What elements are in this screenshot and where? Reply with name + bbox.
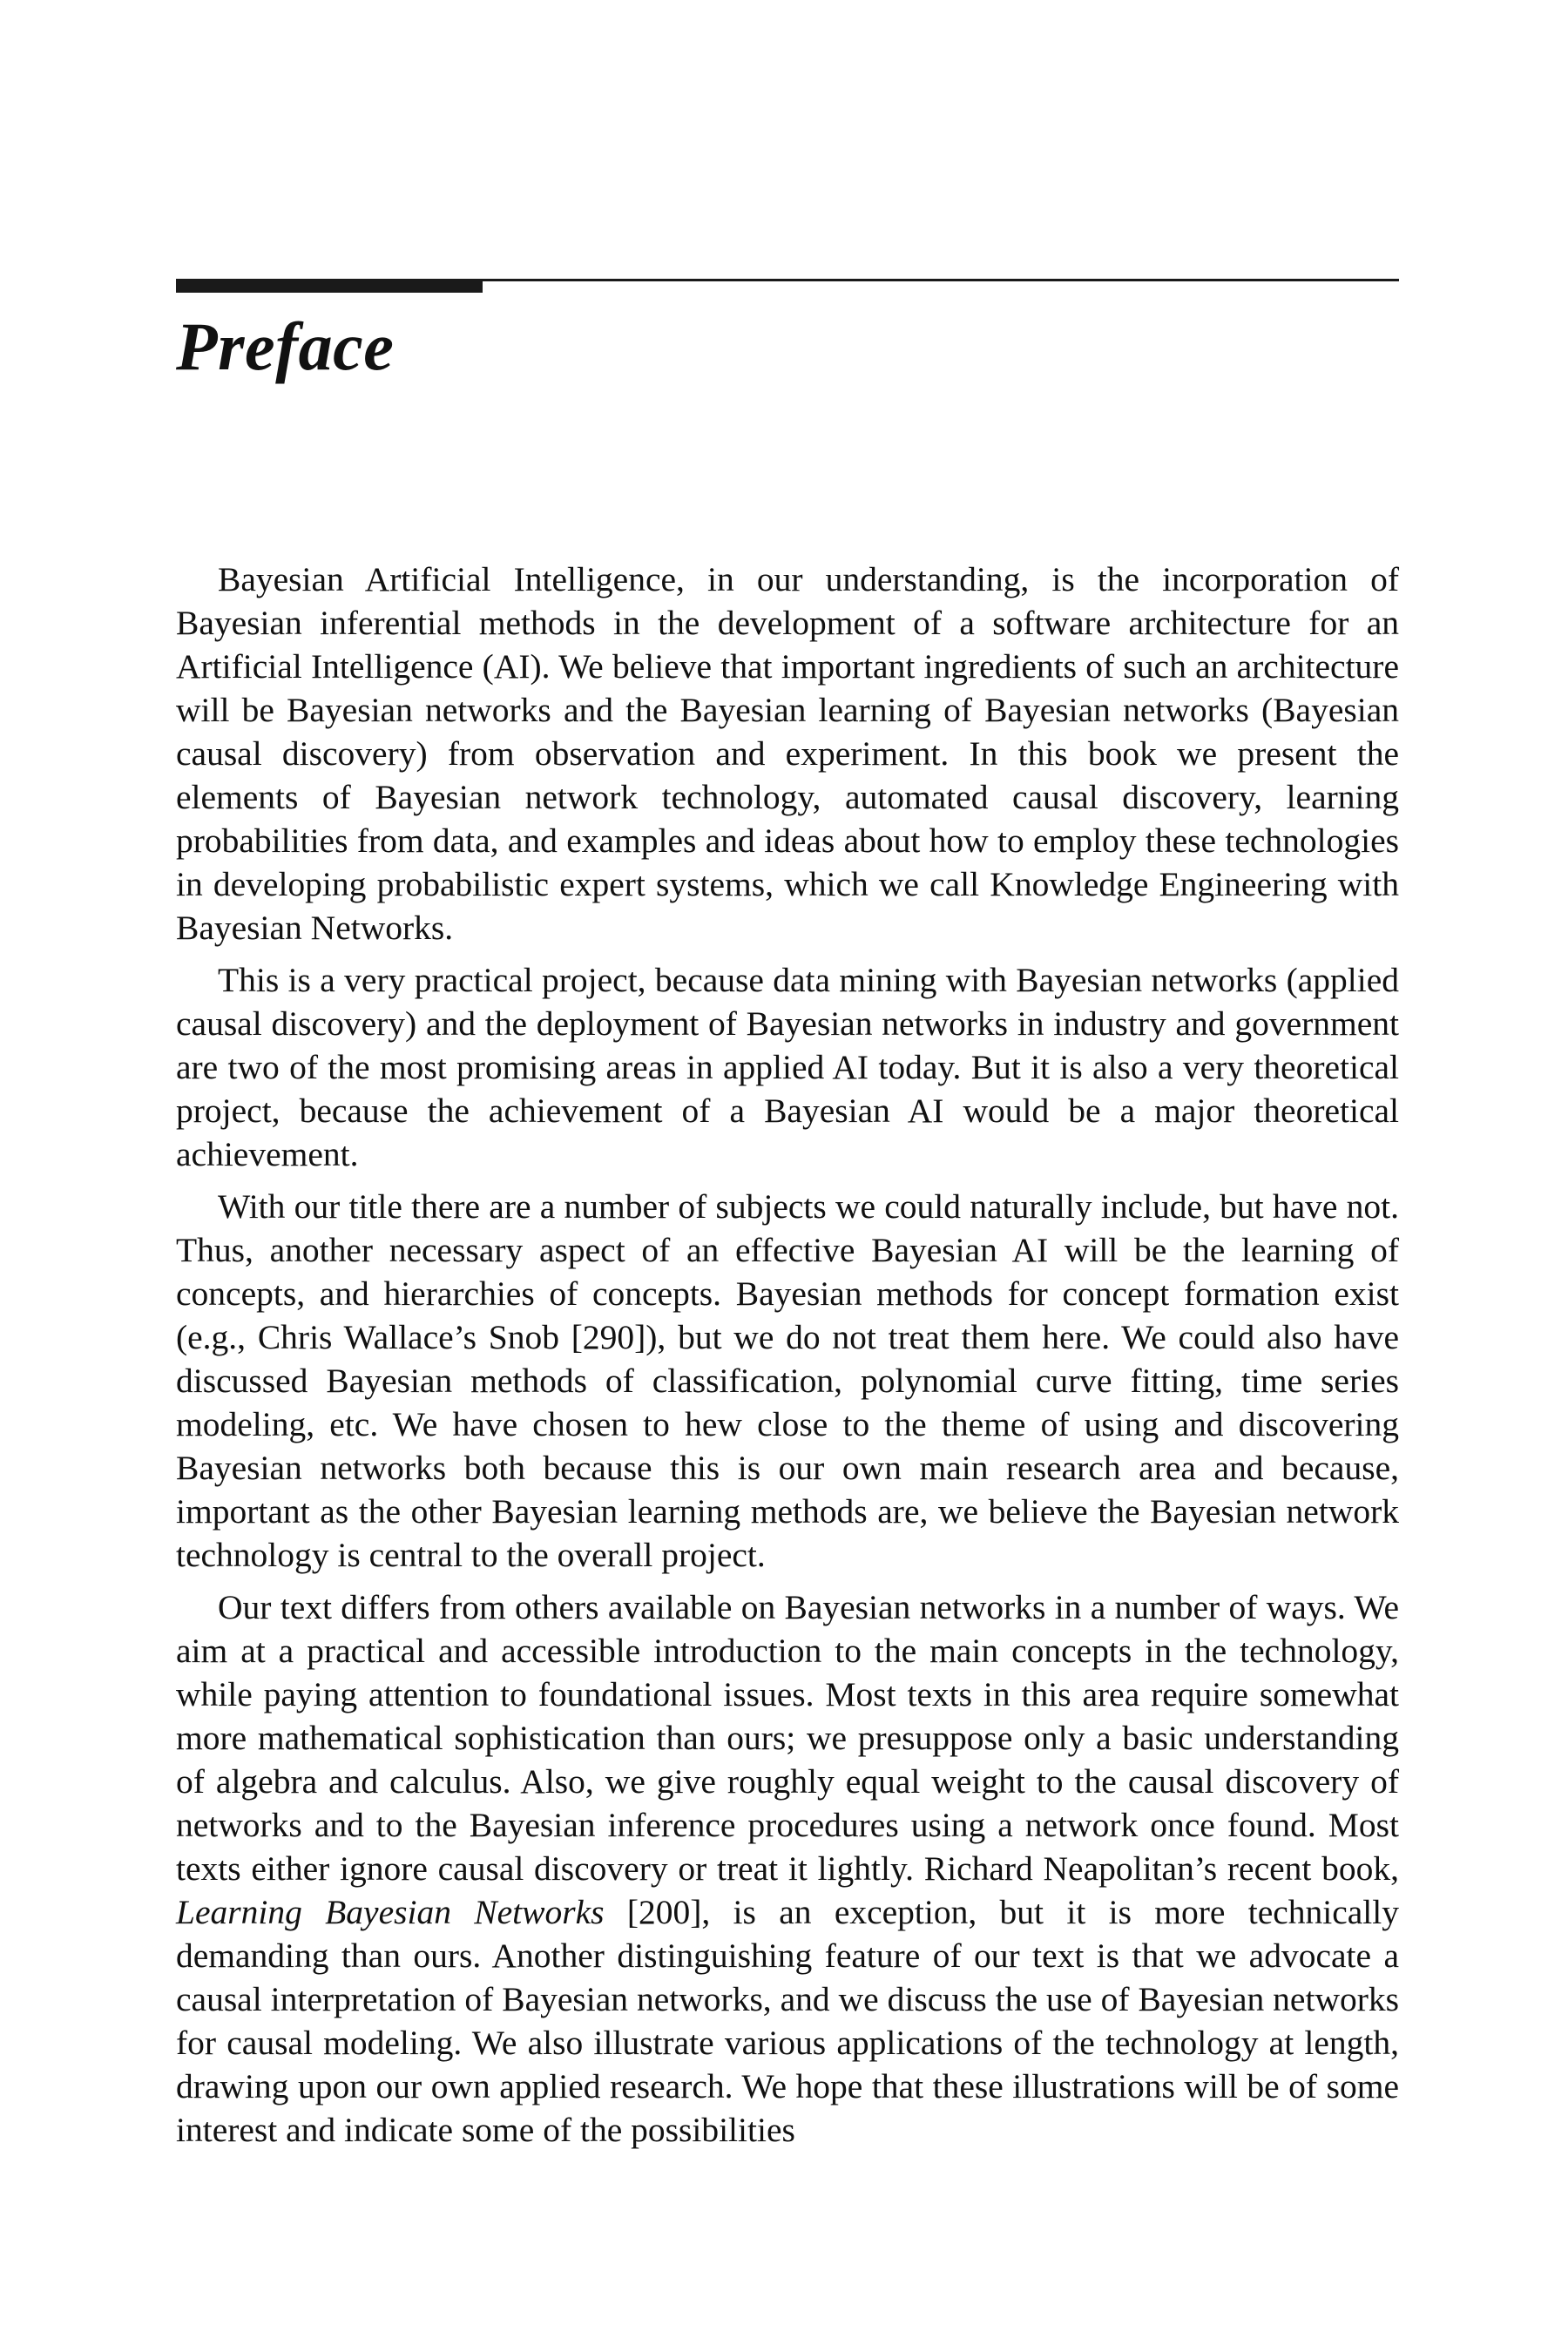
book-title-reference: Learning Bayesian Networks xyxy=(176,1893,605,1931)
paragraph-4 xyxy=(176,1585,1399,2152)
chapter-rule-thin xyxy=(483,279,1399,281)
paragraph-3-text: With our title there are a number of subjects we could naturally include, but have not. Thus, another necessary aspect of an effective Bayesian AI will be the learning of concepts, and hierarchies of concepts. Bayesian methods for concept formation exist (e.g., Chris Wallace’s Snob [290]), but we do not treat them here. We could also have discussed Bayesian methods of classification, polynomial curve fitting, time series modeling, etc. We have chosen to hew close to the theme of using and discovering Bayesian networks both because this is our own main research area and because, important as the other Bayesian learning methods are, we believe the Bayesian network technology is central to the overall project. xyxy=(176,1187,1399,1574)
chapter-rule-thick xyxy=(176,279,483,293)
chapter-title: Preface xyxy=(176,308,395,384)
body-text xyxy=(176,558,1399,2160)
paragraph-1-text: Bayesian Artificial Intelligence, in our understanding, is the incorporation of Bayesian inferential methods in the development of a software architecture for an Artificial Intelligence (AI). We believe that important ingredients of such an architecture will be Bayesian networks and the Bayesian learning of Bayesian networks (Bayesian causal discovery) from observation and experiment. In this book we present the elements of Bayesian network technology, automated causal discovery, learning probabilities from data, and examples and ideas about how to employ these technologies in developing probabilistic expert systems, which we call Knowledge Engineering with Bayesian Networks. xyxy=(176,560,1399,947)
paragraph-4-text-end: [200], is an exception, but it is more technically demanding than ours. Another distinguishing feature of our text is that we advocate a causal interpretation of Bayesian networks, and we discuss the use of Bayesian networks for causal modeling. We also illustrate various applications of the technology at length, drawing upon our own applied research. We hope that these illustrations will be of some interest and indicate some of the possibilities xyxy=(176,1893,1400,2149)
paragraph-2 xyxy=(176,958,1399,1176)
paragraph-3 xyxy=(176,1185,1399,1577)
paragraph-4-text-start: Our text differs from others available on Bayesian networks in a number of ways. We aim at a practical and accessible introduction to the main concepts in the technology, while paying attention to foundational issues. Most texts in this area require somewhat more mathematical sophistication than ours; we presuppose only a basic understanding of algebra and calculus. Also, we give roughly equal weight to the causal discovery of networks and to the Bayesian inference procedures using a network once found. Most texts either ignore causal discovery or treat it lightly. Richard Neapolitan’s recent book, xyxy=(176,1588,1399,1888)
paragraph-1 xyxy=(176,558,1399,950)
paragraph-2-text: This is a very practical project, because data mining with Bayesian networks (applied causal discovery) and the deployment of Bayesian networks in industry and government are two of the most promising areas in applied AI today. But it is also a very theoretical project, because the achievement of a Bayesian AI would be a major theoretical achievement. xyxy=(176,961,1399,1173)
